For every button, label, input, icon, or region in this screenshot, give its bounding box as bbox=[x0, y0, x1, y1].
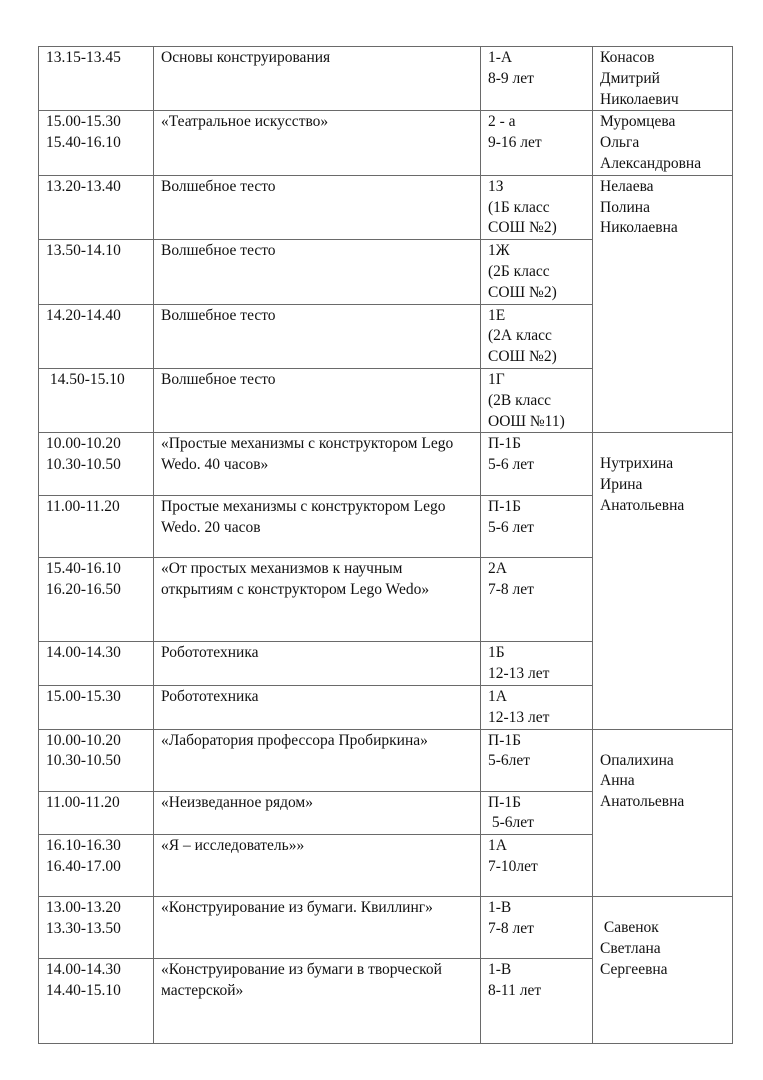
group-cell: 1-В 8-11 лет bbox=[481, 959, 593, 1044]
time-cell: 15.00-15.30 15.40-16.10 bbox=[39, 111, 154, 175]
schedule-table bbox=[38, 46, 733, 1044]
course-title-cell: «Я – исследователь»» bbox=[154, 835, 481, 897]
time-cell: 15.40-16.10 16.20-16.50 bbox=[39, 558, 154, 642]
time-cell: 14.20-14.40 bbox=[39, 304, 154, 368]
group-cell: 2 - а 9-16 лет bbox=[481, 111, 593, 175]
course-title-cell: Простые механизмы с конструктором Lego Wedo. 20 часов bbox=[154, 496, 481, 558]
table-row bbox=[39, 433, 733, 496]
time-cell: 13.50-14.10 bbox=[39, 240, 154, 304]
group-cell: 1А 7-10лет bbox=[481, 835, 593, 897]
group-cell: 2А 7-8 лет bbox=[481, 558, 593, 642]
table-row bbox=[39, 175, 733, 239]
group-cell: 1З (1Б класс СОШ №2) bbox=[481, 175, 593, 239]
time-cell: 13.15-13.45 bbox=[39, 47, 154, 111]
time-cell: 13.20-13.40 bbox=[39, 175, 154, 239]
course-title-cell: Волшебное тесто bbox=[154, 175, 481, 239]
group-cell: 1-А 8-9 лет bbox=[481, 47, 593, 111]
time-cell: 14.00-14.30 bbox=[39, 642, 154, 686]
group-cell: П-1Б 5-6 лет bbox=[481, 496, 593, 558]
teacher-cell: Муромцева Ольга Александровна bbox=[593, 111, 733, 175]
course-title-cell: Волшебное тесто bbox=[154, 240, 481, 304]
time-cell: 10.00-10.20 10.30-10.50 bbox=[39, 433, 154, 496]
course-title-cell: «Конструирование из бумаги в творческой мастерской» bbox=[154, 959, 481, 1044]
group-cell: 1Е (2А класс СОШ №2) bbox=[481, 304, 593, 368]
teacher-cell: Конасов Дмитрий Николаевич bbox=[593, 47, 733, 111]
table-row bbox=[39, 47, 733, 111]
course-title-cell: «Простые механизмы с конструктором Lego Wedo. 40 часов» bbox=[154, 433, 481, 496]
time-cell: 11.00-11.20 bbox=[39, 791, 154, 835]
teacher-cell: Савенок Светлана Сергеевна bbox=[593, 897, 733, 1044]
group-cell: 1Ж (2Б класс СОШ №2) bbox=[481, 240, 593, 304]
table-row bbox=[39, 729, 733, 791]
course-title-cell: Робототехника bbox=[154, 642, 481, 686]
time-cell: 13.00-13.20 13.30-13.50 bbox=[39, 897, 154, 959]
teacher-cell: Нелаева Полина Николаевна bbox=[593, 175, 733, 433]
course-title-cell: Волшебное тесто bbox=[154, 368, 481, 432]
group-cell: П-1Б 5-6лет bbox=[481, 791, 593, 835]
teacher-cell: Нутрихина Ирина Анатольевна bbox=[593, 433, 733, 729]
table-row bbox=[39, 897, 733, 959]
course-title-cell: «Театральное искусство» bbox=[154, 111, 481, 175]
time-cell: 14.00-14.30 14.40-15.10 bbox=[39, 959, 154, 1044]
group-cell: 1Б 12-13 лет bbox=[481, 642, 593, 686]
course-title-cell: Робототехника bbox=[154, 685, 481, 729]
teacher-cell: Опалихина Анна Анатольевна bbox=[593, 729, 733, 897]
course-title-cell: Основы конструирования bbox=[154, 47, 481, 111]
course-title-cell: «От простых механизмов к научным открытиям с конструктором Lego Wedo» bbox=[154, 558, 481, 642]
course-title-cell: «Неизведанное рядом» bbox=[154, 791, 481, 835]
time-cell: 14.50-15.10 bbox=[39, 368, 154, 432]
course-title-cell: «Конструирование из бумаги. Квиллинг» bbox=[154, 897, 481, 959]
time-cell: 10.00-10.20 10.30-10.50 bbox=[39, 729, 154, 791]
group-cell: 1-В 7-8 лет bbox=[481, 897, 593, 959]
time-cell: 16.10-16.30 16.40-17.00 bbox=[39, 835, 154, 897]
group-cell: П-1Б 5-6 лет bbox=[481, 433, 593, 496]
group-cell: 1А 12-13 лет bbox=[481, 685, 593, 729]
course-title-cell: Волшебное тесто bbox=[154, 304, 481, 368]
group-cell: П-1Б 5-6лет bbox=[481, 729, 593, 791]
course-title-cell: «Лаборатория профессора Пробиркина» bbox=[154, 729, 481, 791]
table-row bbox=[39, 111, 733, 175]
group-cell: 1Г (2В класс ООШ №11) bbox=[481, 368, 593, 432]
time-cell: 15.00-15.30 bbox=[39, 685, 154, 729]
time-cell: 11.00-11.20 bbox=[39, 496, 154, 558]
